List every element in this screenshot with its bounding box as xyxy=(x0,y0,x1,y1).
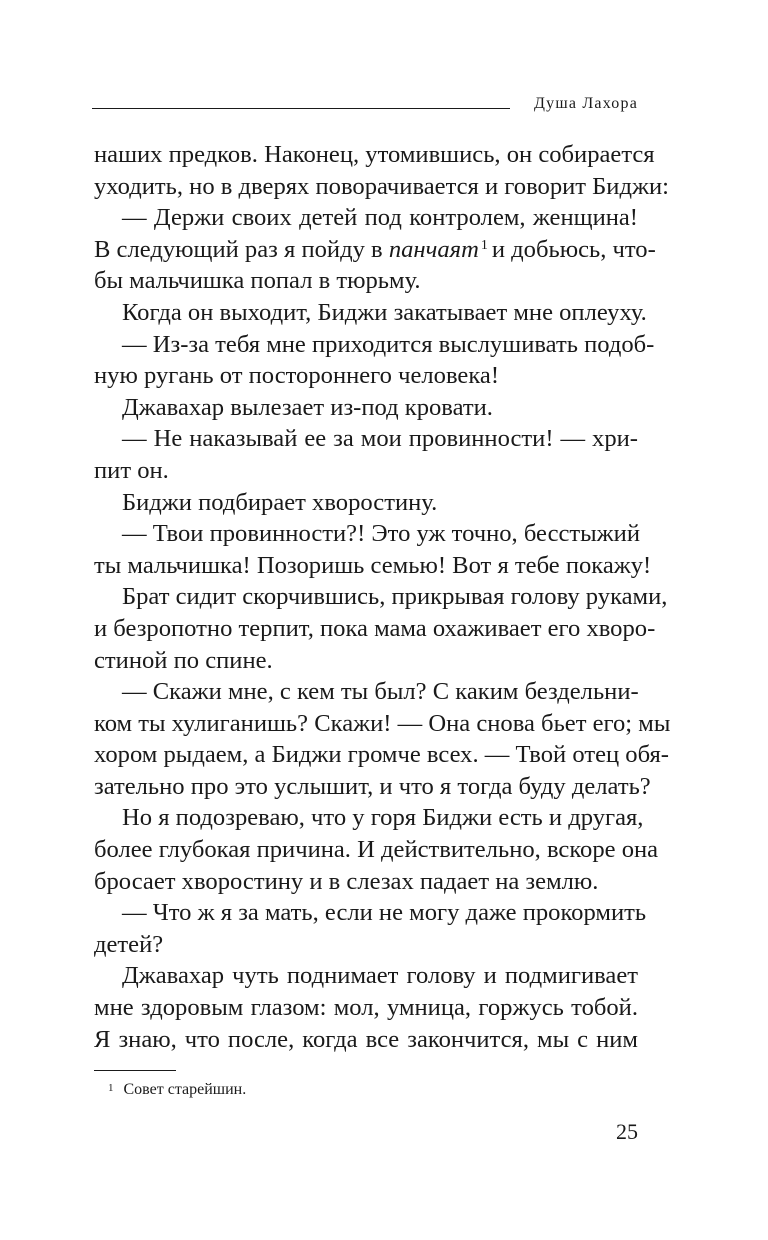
header-rule xyxy=(92,108,510,109)
text-line xyxy=(94,581,668,613)
text-segment: — Держи своих детей под контролем, женщина! xyxy=(122,204,638,232)
text-segment: — Что ж я за мать, если не могу даже прокормить xyxy=(122,899,647,927)
text-segment: В следующий раз я пойду в xyxy=(94,235,389,263)
text-segment: Я знаю, что после, когда все закончится, мы с ним xyxy=(94,1025,638,1053)
text-segment: — Твои провинности?! Это уж точно, бесстыжий xyxy=(122,520,640,548)
text-line xyxy=(94,265,638,297)
text-line xyxy=(94,866,638,898)
text-line xyxy=(94,139,655,171)
text-line xyxy=(94,234,656,266)
page-number: 25 xyxy=(616,1119,638,1144)
footnote-mark: 1 xyxy=(108,1082,114,1094)
text-segment: уходить, но в дверях поворачивается и говорит Биджи: xyxy=(94,172,669,200)
text-line xyxy=(94,708,671,740)
text-line xyxy=(94,550,652,582)
text-line xyxy=(94,897,647,929)
text-segment: Биджи подбирает хворостину. xyxy=(122,488,438,516)
text-line xyxy=(94,1024,638,1056)
text-line xyxy=(94,613,656,645)
footnote-text: Совет старейшин. xyxy=(123,1081,247,1098)
text-segment: — Скажи мне, с кем ты был? С каким бездельни- xyxy=(122,678,639,706)
text-segment: и безропотно терпит, пока мама охаживает его хворо- xyxy=(94,614,656,642)
text-segment: Но я подозреваю, что у горя Биджи есть и другая, xyxy=(122,804,644,832)
text-segment: стиной по спине. xyxy=(94,646,273,674)
text-segment: — Из-за тебя мне приходится выслушивать подоб- xyxy=(122,330,655,358)
text-line xyxy=(94,929,638,961)
text-segment: детей? xyxy=(94,930,164,958)
body-text xyxy=(94,139,671,1055)
text-line xyxy=(94,329,655,361)
text-segment: мне здоровым глазом: мол, умница, горжусь тобой. xyxy=(94,994,638,1022)
text-segment: наших предков. Наконец, утомившись, он собирается xyxy=(94,141,655,168)
text-segment: ком ты хулиганишь? Скажи! — Она снова бьет его; мы xyxy=(94,709,671,737)
text-line xyxy=(94,992,638,1024)
text-line xyxy=(94,360,638,392)
text-line xyxy=(94,834,659,866)
text-line xyxy=(94,202,638,234)
text-segment: ную ругань от постороннего человека! xyxy=(94,362,500,390)
text-line xyxy=(94,676,638,708)
footnote xyxy=(108,1078,246,1102)
text-line xyxy=(94,455,638,487)
text-line xyxy=(94,518,638,550)
text-segment: и добьюсь, что- xyxy=(491,235,656,263)
italic-term: панчаят xyxy=(388,235,479,263)
footnote-reference: 1 xyxy=(480,237,488,253)
text-line xyxy=(94,802,644,834)
text-line xyxy=(94,392,638,424)
text-segment: Джавахар чуть поднимает голову и подмигивает xyxy=(122,962,638,990)
text-line xyxy=(94,739,669,771)
text-line xyxy=(94,297,647,329)
text-segment: хором рыдаем, а Биджи громче всех. — Твой отец обя- xyxy=(94,741,669,769)
text-segment: Джавахар вылезает из-под кровати. xyxy=(122,393,493,421)
text-segment: бросает хворостину и в слезах падает на землю. xyxy=(94,867,599,895)
text-segment: Брат сидит скорчившись, прикрывая голову руками, xyxy=(122,583,668,611)
text-segment: ты мальчишка! Позоришь семью! Вот я тебе покажу! xyxy=(94,551,652,579)
text-segment: пит он. xyxy=(94,456,169,484)
text-line xyxy=(94,960,638,992)
text-line xyxy=(94,487,638,519)
text-line xyxy=(94,171,669,203)
text-segment: более глубокая причина. И действительно, вскоре она xyxy=(94,836,659,864)
text-segment: зательно про это услышит, и что я тогда буду делать? xyxy=(94,772,651,800)
running-header xyxy=(92,94,638,114)
text-segment: Когда он выходит, Биджи закатывает мне оплеуху. xyxy=(122,298,647,326)
text-segment: — Не наказывай ее за мои провинности! — хри- xyxy=(122,425,638,453)
text-line xyxy=(94,645,638,677)
text-line xyxy=(94,423,638,455)
text-segment: бы мальчишка попал в тюрьму. xyxy=(94,267,421,295)
footnote-rule xyxy=(94,1070,176,1071)
running-title: Душа Лахора xyxy=(534,95,638,112)
text-line xyxy=(94,771,651,803)
